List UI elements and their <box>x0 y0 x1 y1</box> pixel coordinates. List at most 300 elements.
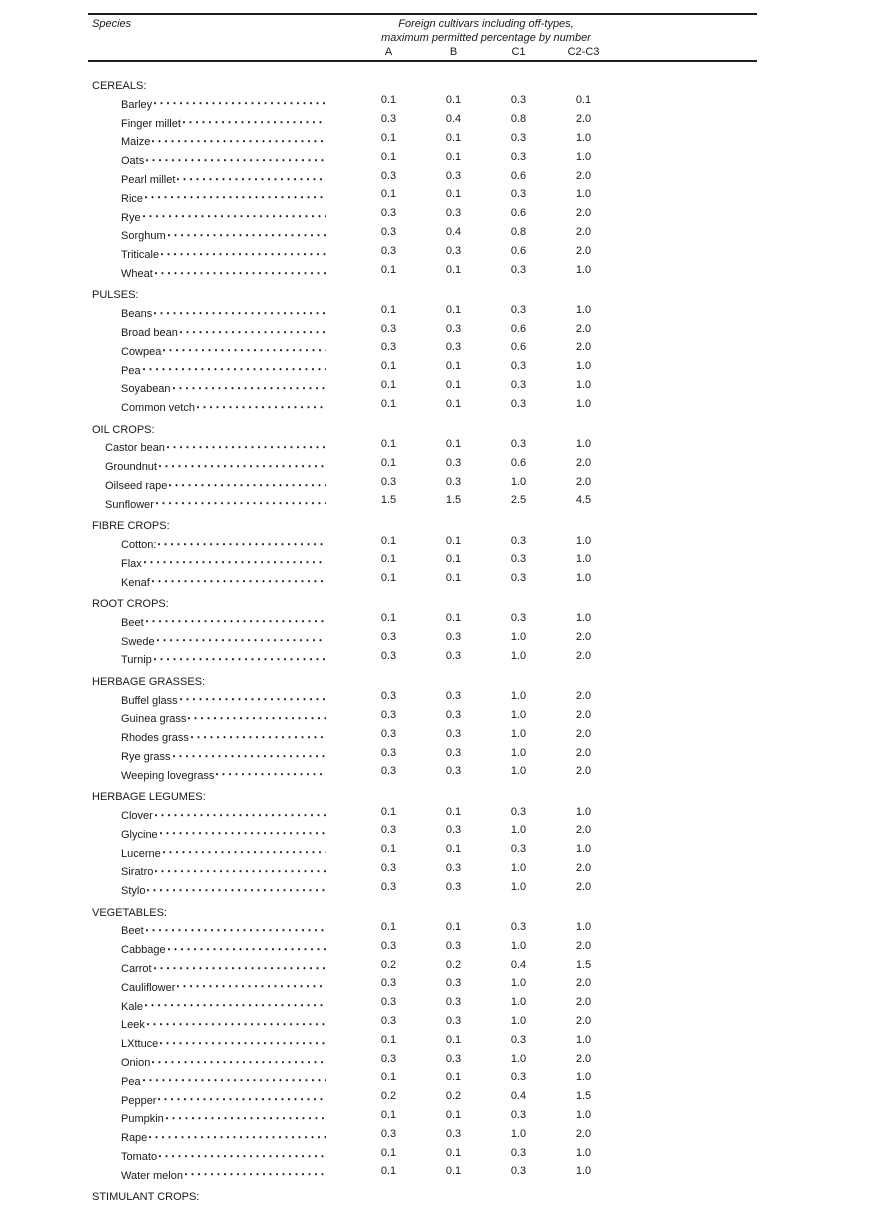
value-b: 0.1 <box>445 263 462 276</box>
species-name-cell <box>88 1108 356 1127</box>
value-c1: 1.0 <box>510 727 527 740</box>
value-b: 0.3 <box>445 765 462 778</box>
table-row-carrot <box>88 958 757 977</box>
section-title-cereals: CEREALS: <box>92 80 147 92</box>
species-name: Rape <box>121 1132 148 1145</box>
value-c2-c3: 1.0 <box>575 1146 592 1159</box>
species-name: Beet <box>121 925 144 938</box>
species-name-cell <box>88 187 356 206</box>
value-c2-c3: 1.0 <box>575 378 592 391</box>
value-c2-c3: 2.0 <box>575 244 592 257</box>
dot-leader <box>162 842 326 856</box>
value-c2-c3: 2.0 <box>575 322 592 335</box>
value-c2-c3: 2.0 <box>575 880 592 893</box>
dot-leader <box>153 93 326 107</box>
dot-leader <box>151 1052 326 1066</box>
species-name-cell <box>88 1164 356 1183</box>
value-c1: 1.0 <box>510 690 527 703</box>
species-name: Lucerne <box>121 847 161 860</box>
species-name: Rye <box>121 211 141 224</box>
species-name: LXttuce <box>121 1038 159 1051</box>
value-c2-c3: 1.0 <box>575 188 592 201</box>
value-c2-c3: 2.0 <box>575 1127 592 1140</box>
value-c2-c3: 1.0 <box>575 920 592 933</box>
value-b: 0.1 <box>445 534 462 547</box>
value-c1: 1.0 <box>510 996 527 1009</box>
value-c1: 0.3 <box>510 437 527 450</box>
species-name-cell <box>88 397 356 416</box>
value-c1: 2.5 <box>510 494 527 507</box>
species-name: Cauliflower <box>121 981 176 994</box>
value-b: 0.1 <box>445 612 462 625</box>
species-name: Broad bean <box>121 326 178 339</box>
dot-leader <box>145 920 326 934</box>
value-a: 0.3 <box>380 113 397 126</box>
species-name-cell <box>88 340 356 359</box>
table-row-soyabean <box>88 378 757 397</box>
value-a: 0.3 <box>380 1014 397 1027</box>
species-name-cell <box>88 746 356 765</box>
value-c2-c3: 2.0 <box>575 341 592 354</box>
dot-leader <box>179 689 326 703</box>
dot-leader <box>168 475 326 489</box>
species-name: Oats <box>121 155 145 168</box>
species-name: Cowpea <box>121 345 162 358</box>
species-name-cell <box>88 689 356 708</box>
dot-leader <box>179 322 326 336</box>
table-row-groundnut <box>88 456 757 475</box>
value-b: 0.1 <box>445 843 462 856</box>
dot-leader <box>162 340 326 354</box>
species-name: Finger millet <box>121 117 181 130</box>
value-c1: 0.3 <box>510 263 527 276</box>
value-a: 0.3 <box>380 746 397 759</box>
species-name-cell <box>88 823 356 842</box>
species-name-cell <box>88 552 356 571</box>
value-a: 0.3 <box>380 649 397 662</box>
dot-leader <box>154 263 326 277</box>
species-name: Beet <box>121 616 144 629</box>
dot-leader <box>144 995 326 1009</box>
species-name: Weeping lovegrass <box>121 769 215 782</box>
value-c1: 0.3 <box>510 920 527 933</box>
value-a: 0.1 <box>380 263 397 276</box>
value-c1: 1.0 <box>510 475 527 488</box>
table-row-finger-millet <box>88 112 757 131</box>
species-name: Groundnut <box>105 461 157 474</box>
value-b: 0.3 <box>445 708 462 721</box>
dot-leader <box>172 378 326 392</box>
table-row-sunflower <box>88 493 757 512</box>
header-bottom-rule <box>88 60 757 62</box>
column-letters-row <box>356 45 616 59</box>
value-b: 0.3 <box>445 341 462 354</box>
table-row-swede <box>88 630 757 649</box>
value-c1: 1.0 <box>510 708 527 721</box>
species-name: Rice <box>121 192 144 205</box>
value-c2-c3: 0.1 <box>575 94 592 107</box>
table-row-weeping-lovegrass <box>88 764 757 783</box>
value-c1: 0.3 <box>510 534 527 547</box>
table-row-onion <box>88 1052 757 1071</box>
species-name: Pea <box>121 1075 141 1088</box>
value-c2-c3: 2.0 <box>575 977 592 990</box>
value-a: 0.1 <box>380 360 397 373</box>
value-c2-c3: 1.0 <box>575 805 592 818</box>
dot-leader <box>142 206 326 220</box>
value-c1: 0.6 <box>510 207 527 220</box>
table-row-rye <box>88 206 757 225</box>
dot-leader <box>182 112 326 126</box>
value-b: 0.3 <box>445 1052 462 1065</box>
table-row-clover <box>88 805 757 824</box>
species-name-cell <box>88 1014 356 1033</box>
dot-leader <box>146 1014 326 1028</box>
value-a: 0.3 <box>380 690 397 703</box>
value-c2-c3: 2.0 <box>575 225 592 238</box>
value-b: 0.3 <box>445 322 462 335</box>
value-b: 0.1 <box>445 1108 462 1121</box>
value-b: 0.3 <box>445 244 462 257</box>
value-c2-c3: 2.0 <box>575 475 592 488</box>
value-c1: 0.3 <box>510 360 527 373</box>
species-name: Flax <box>121 557 142 570</box>
value-b: 0.3 <box>445 861 462 874</box>
value-c2-c3: 1.5 <box>575 1090 592 1103</box>
value-c1: 1.0 <box>510 861 527 874</box>
dot-leader <box>142 359 326 373</box>
value-c1: 1.0 <box>510 649 527 662</box>
value-b: 0.4 <box>445 225 462 238</box>
value-c2-c3: 1.0 <box>575 1033 592 1046</box>
value-a: 0.1 <box>380 188 397 201</box>
species-name-cell <box>88 263 356 282</box>
dot-leader <box>144 187 326 201</box>
value-c1: 1.0 <box>510 977 527 990</box>
dot-leader <box>146 880 326 894</box>
dot-leader <box>159 1033 326 1047</box>
value-a: 0.3 <box>380 861 397 874</box>
value-b: 0.3 <box>445 475 462 488</box>
table-row-lxttuce <box>88 1033 757 1052</box>
value-c1: 0.3 <box>510 150 527 163</box>
table-row-oilseed-rape <box>88 475 757 494</box>
value-a: 0.1 <box>380 1033 397 1046</box>
table-row-oats <box>88 150 757 169</box>
species-name: Water melon <box>121 1169 183 1182</box>
species-name: Sunflower <box>105 498 154 511</box>
dot-leader <box>172 746 326 760</box>
table-row-pepper <box>88 1089 757 1108</box>
value-b: 0.3 <box>445 649 462 662</box>
value-b: 0.3 <box>445 939 462 952</box>
table-row-leek <box>88 1014 757 1033</box>
value-b: 0.1 <box>445 378 462 391</box>
value-a: 0.2 <box>380 958 397 971</box>
value-c2-c3: 2.0 <box>575 765 592 778</box>
section-title-stimulant-crops: STIMULANT CROPS: <box>92 1191 200 1204</box>
value-a: 0.3 <box>380 996 397 1009</box>
species-name-cell <box>88 805 356 824</box>
value-b: 0.3 <box>445 880 462 893</box>
dot-leader <box>153 958 326 972</box>
value-b: 0.3 <box>445 631 462 644</box>
value-c1: 1.0 <box>510 1014 527 1027</box>
dot-leader <box>158 1146 326 1160</box>
table-row-pearl-millet <box>88 169 757 188</box>
dot-leader <box>154 861 326 875</box>
table-row-cabbage <box>88 939 757 958</box>
value-b: 0.3 <box>445 690 462 703</box>
value-b: 0.1 <box>445 1071 462 1084</box>
section-title-fibre-crops: FIBRE CROPS: <box>92 520 170 533</box>
species-name-cell <box>88 322 356 341</box>
species-name: Pepper <box>121 1094 157 1107</box>
table-row-cotton <box>88 534 757 553</box>
value-c2-c3: 2.0 <box>575 861 592 874</box>
value-c1: 0.3 <box>510 1108 527 1121</box>
dot-leader <box>166 437 326 451</box>
value-b: 0.3 <box>445 1127 462 1140</box>
species-name-cell <box>88 880 356 899</box>
species-name-cell <box>88 534 356 553</box>
value-a: 0.1 <box>380 303 397 316</box>
species-name-cell <box>88 611 356 630</box>
species-name: Cabbage <box>121 944 166 957</box>
value-c1: 0.6 <box>510 322 527 335</box>
value-b: 0.3 <box>445 1014 462 1027</box>
species-name-cell <box>88 1052 356 1071</box>
species-name-cell <box>88 630 356 649</box>
value-b: 0.1 <box>445 360 462 373</box>
species-name: Barley <box>121 98 153 111</box>
dot-leader <box>176 169 326 183</box>
species-name: Rye grass <box>121 750 171 763</box>
species-name: Guinea grass <box>121 713 187 726</box>
value-b: 0.1 <box>445 553 462 566</box>
value-a: 0.1 <box>380 843 397 856</box>
value-a: 0.1 <box>380 572 397 585</box>
value-b: 0.1 <box>445 150 462 163</box>
value-b: 0.4 <box>445 113 462 126</box>
dot-leader <box>190 727 326 741</box>
species-name-cell <box>88 378 356 397</box>
value-a: 0.3 <box>380 727 397 740</box>
value-c1: 1.0 <box>510 746 527 759</box>
section-title-herbage-legumes: HERBAGE LEGUMES: <box>92 791 206 804</box>
species-name-cell <box>88 649 356 668</box>
species-name-cell <box>88 169 356 188</box>
value-c1: 0.3 <box>510 132 527 144</box>
value-c1: 0.3 <box>510 553 527 566</box>
species-name-cell <box>88 1089 356 1108</box>
value-c2-c3: 1.0 <box>575 397 592 410</box>
species-name-cell <box>88 112 356 131</box>
species-name-cell <box>88 1146 356 1165</box>
value-c2-c3: 1.0 <box>575 534 592 547</box>
value-c2-c3: 2.0 <box>575 113 592 126</box>
value-c2-c3: 1.0 <box>575 553 592 566</box>
table-row-sorghum <box>88 225 757 244</box>
species-name: Castor bean <box>105 442 165 455</box>
table-row-water-melon <box>88 1164 757 1183</box>
value-c1: 0.8 <box>510 225 527 238</box>
value-b: 0.1 <box>445 188 462 201</box>
species-name-cell <box>88 571 356 590</box>
value-a: 0.1 <box>380 437 397 450</box>
species-name-cell <box>88 764 356 783</box>
table-row-beet <box>88 611 757 630</box>
value-c1: 0.3 <box>510 1033 527 1046</box>
table-row-pea <box>88 359 757 378</box>
value-c2-c3: 1.0 <box>575 150 592 163</box>
table-row-pumpkin <box>88 1108 757 1127</box>
value-b: 0.3 <box>445 746 462 759</box>
column-header-b: B <box>449 46 458 58</box>
table-header <box>88 15 757 60</box>
table-row-cauliflower <box>88 976 757 995</box>
section-title-root-crops: ROOT CROPS: <box>92 597 169 610</box>
species-name: Turnip <box>121 654 152 667</box>
value-c2-c3: 1.0 <box>575 612 592 625</box>
value-a: 0.1 <box>380 553 397 566</box>
dot-leader <box>151 571 326 585</box>
species-name: Sorghum <box>121 230 166 243</box>
value-c2-c3: 2.0 <box>575 746 592 759</box>
species-name-cell <box>88 456 356 475</box>
dot-leader <box>142 1070 326 1084</box>
table-row-barley <box>88 93 757 112</box>
group-header-line2: maximum permitted percentage by number <box>381 32 591 44</box>
species-name-cell <box>88 1127 356 1146</box>
value-c2-c3: 4.5 <box>575 494 592 507</box>
value-c2-c3: 2.0 <box>575 708 592 721</box>
value-b: 0.1 <box>445 132 462 144</box>
species-name-cell <box>88 958 356 977</box>
value-a: 0.3 <box>380 169 397 182</box>
value-b: 0.2 <box>445 1090 462 1103</box>
species-name-cell <box>88 303 356 322</box>
value-c1: 0.3 <box>510 572 527 585</box>
table-row-common-vetch <box>88 397 757 416</box>
value-c1: 0.3 <box>510 1165 527 1178</box>
value-a: 0.1 <box>380 150 397 163</box>
table-row-rhodes-grass <box>88 727 757 746</box>
value-b: 1.5 <box>445 494 462 507</box>
value-a: 0.3 <box>380 225 397 238</box>
table-row-broad-bean <box>88 322 757 341</box>
value-c2-c3: 1.0 <box>575 303 592 316</box>
value-b: 0.1 <box>445 1165 462 1178</box>
value-c2-c3: 1.5 <box>575 958 592 971</box>
section-title-vegetables: VEGETABLES: <box>92 906 167 919</box>
species-name-cell <box>88 475 356 494</box>
species-name: Stylo <box>121 885 146 898</box>
species-name-cell <box>88 727 356 746</box>
value-c2-c3: 1.0 <box>575 132 592 144</box>
value-c1: 1.0 <box>510 880 527 893</box>
table-row-rice <box>88 187 757 206</box>
value-a: 0.1 <box>380 1071 397 1084</box>
species-name-cell <box>88 437 356 456</box>
value-c2-c3: 2.0 <box>575 1052 592 1065</box>
dot-leader <box>154 805 326 819</box>
value-c1: 1.0 <box>510 631 527 644</box>
dot-leader <box>148 1127 326 1141</box>
table-row-wheat <box>88 263 757 282</box>
value-a: 0.1 <box>380 378 397 391</box>
value-c1: 1.0 <box>510 939 527 952</box>
value-c1: 0.3 <box>510 378 527 391</box>
value-a: 0.1 <box>380 612 397 625</box>
dot-leader <box>157 1089 326 1103</box>
value-a: 0.3 <box>380 765 397 778</box>
value-a: 0.1 <box>380 1108 397 1121</box>
table-row-lucerne <box>88 842 757 861</box>
table-row-siratro <box>88 861 757 880</box>
value-b: 0.1 <box>445 94 462 107</box>
dot-leader <box>153 303 326 317</box>
column-header-c1: C1 <box>511 46 526 58</box>
species-name-cell <box>88 842 356 861</box>
species-name-cell <box>88 225 356 244</box>
dot-leader <box>176 976 326 990</box>
table-row-maize <box>88 131 757 150</box>
value-b: 0.1 <box>445 1146 462 1159</box>
value-c1: 0.4 <box>510 1090 527 1103</box>
species-name-cell <box>88 1033 356 1052</box>
dot-leader <box>184 1164 326 1178</box>
table-row-flax <box>88 552 757 571</box>
dot-leader <box>158 456 326 470</box>
value-c1: 0.6 <box>510 456 527 469</box>
species-name: Kale <box>121 1000 144 1013</box>
value-c1: 0.3 <box>510 188 527 201</box>
species-name-cell <box>88 493 356 512</box>
value-c1: 0.3 <box>510 612 527 625</box>
dot-leader <box>145 150 326 164</box>
value-a: 1.5 <box>380 494 397 507</box>
value-b: 0.3 <box>445 977 462 990</box>
value-a: 0.1 <box>380 534 397 547</box>
species-table <box>88 13 757 1205</box>
species-name-cell <box>88 93 356 112</box>
table-row-pea <box>88 1070 757 1089</box>
species-name: Maize <box>121 136 151 149</box>
value-a: 0.3 <box>380 341 397 354</box>
species-name-cell <box>88 920 356 939</box>
species-name: Cotton: <box>121 538 157 551</box>
value-c2-c3: 2.0 <box>575 727 592 740</box>
value-c1: 0.6 <box>510 169 527 182</box>
value-a: 0.1 <box>380 456 397 469</box>
value-a: 0.1 <box>380 805 397 818</box>
dot-leader <box>157 534 326 548</box>
value-a: 0.1 <box>380 397 397 410</box>
value-a: 0.3 <box>380 708 397 721</box>
value-c1: 0.3 <box>510 94 527 107</box>
species-name: Leek <box>121 1019 145 1032</box>
value-c2-c3: 1.0 <box>575 843 592 856</box>
species-name-cell <box>88 1070 356 1089</box>
value-c2-c3: 2.0 <box>575 1014 592 1027</box>
value-c1: 0.8 <box>510 113 527 126</box>
column-header-a: A <box>384 46 393 58</box>
table-row-triticale <box>88 244 757 263</box>
value-b: 0.1 <box>445 303 462 316</box>
value-c1: 0.3 <box>510 843 527 856</box>
value-b: 0.3 <box>445 996 462 1009</box>
